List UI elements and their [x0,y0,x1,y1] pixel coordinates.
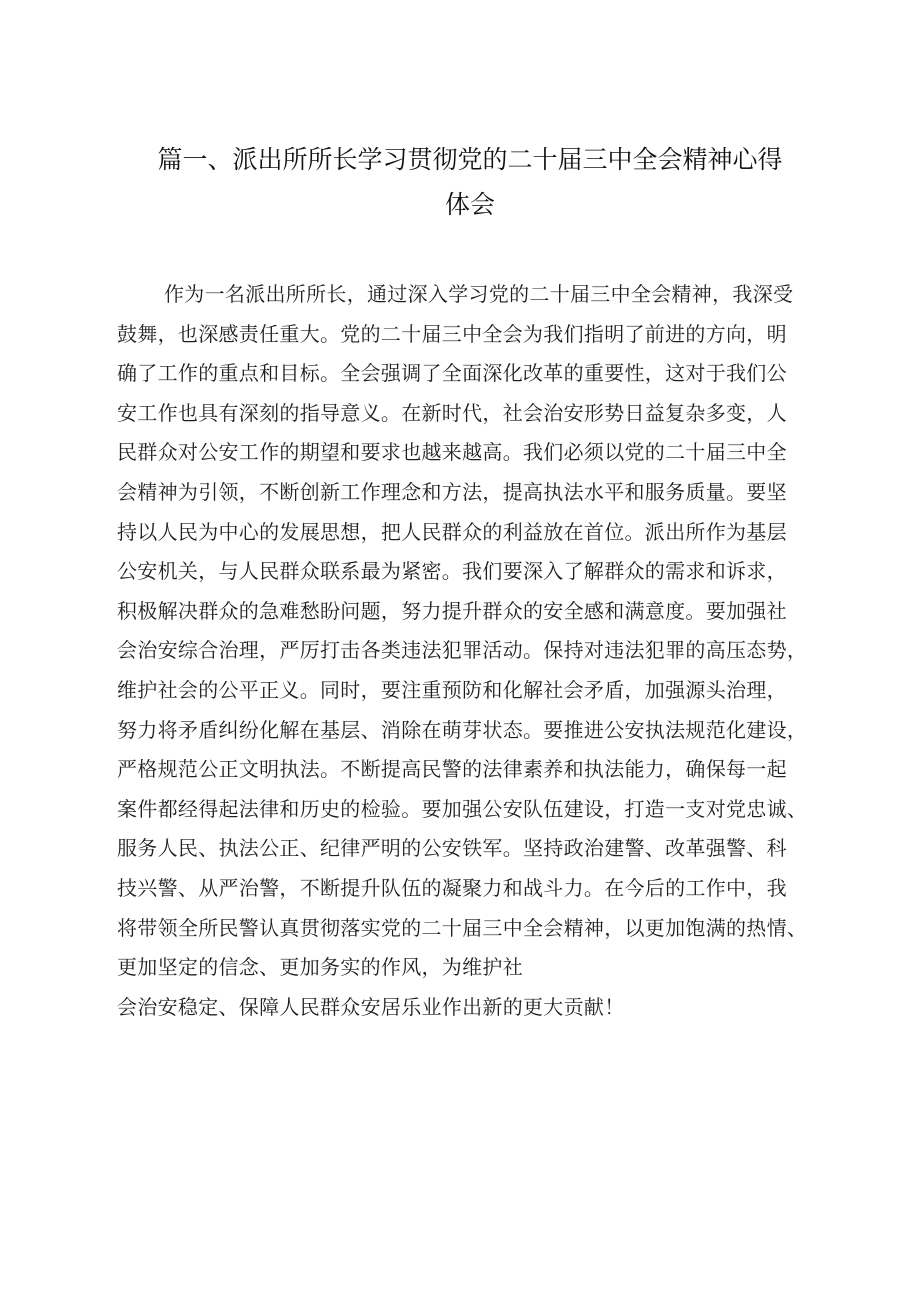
body-line: 确了工作的重点和目标。全会强调了全面深化改革的重要性，这对于我们公 [117,361,787,386]
body-line: 严格规范公正文明执法。不断提高民警的法律素养和执法能力，确保每一起 [117,757,787,782]
body-line: 努力将矛盾纠纷化解在基层、消除在萌芽状态。要推进公安执法规范化建设， [117,717,808,742]
body-line: 会精神为引领，不断创新工作理念和方法，提高执法水平和服务质量。要坚 [117,479,787,504]
body-line: 安工作也具有深刻的指导意义。在新时代，社会治安形势日益复杂多变，人 [117,400,787,425]
body-line: 会治安综合治理，严厉打击各类违法犯罪活动。保持对违法犯罪的高压态势， [117,638,808,663]
body-line: 持以人民为中心的发展思想，把人民群众的利益放在首位。派出所作为基层 [117,519,787,544]
body-line: 鼓舞，也深感责任重大。党的二十届三中全会为我们指明了前进的方向，明 [117,321,787,346]
body-line: 将带领全所民警认真贯彻落实党的二十届三中全会精神，以更加饱满的热情、 [117,915,808,940]
body-line: 作为一名派出所所长，通过深入学习党的二十届三中全会精神，我深受 [164,282,794,306]
body-line: 维护社会的公平正义。同时，要注重预防和化解社会矛盾，加强源头治理， [117,677,787,702]
body-line: 积极解决群众的急难愁盼问题，努力提升群众的安全感和满意度。要加强社 [117,598,787,623]
body-line: 民群众对公安工作的期望和要求也越来越高。我们必须以党的二十届三中全 [117,440,787,465]
body-line: 案件都经得起法律和历史的检验。要加强公安队伍建设，打造一支对党忠诚、 [117,796,808,821]
body-line: 服务人民、执法公正、纪律严明的公安铁军。坚持政治建警、改革强警、科 [117,836,787,861]
body-line: 更加坚定的信念、更加务实的作风，为维护社 [117,955,523,980]
body-line: 会治安稳定、保障人民群众安居乐业作出新的更大贡献！ [117,994,625,1019]
document-title-line-1: 篇一、派出所所长学习贯彻党的二十届三中全会精神心得 [157,145,783,174]
document-title-line-2: 体会 [444,190,495,219]
document-body [117,275,837,1027]
body-line: 公安机关，与人民群众联系最为紧密。我们要深入了解群众的需求和诉求， [117,559,787,584]
body-line: 技兴警、从严治警，不断提升队伍的凝聚力和战斗力。在今后的工作中，我 [117,875,787,900]
